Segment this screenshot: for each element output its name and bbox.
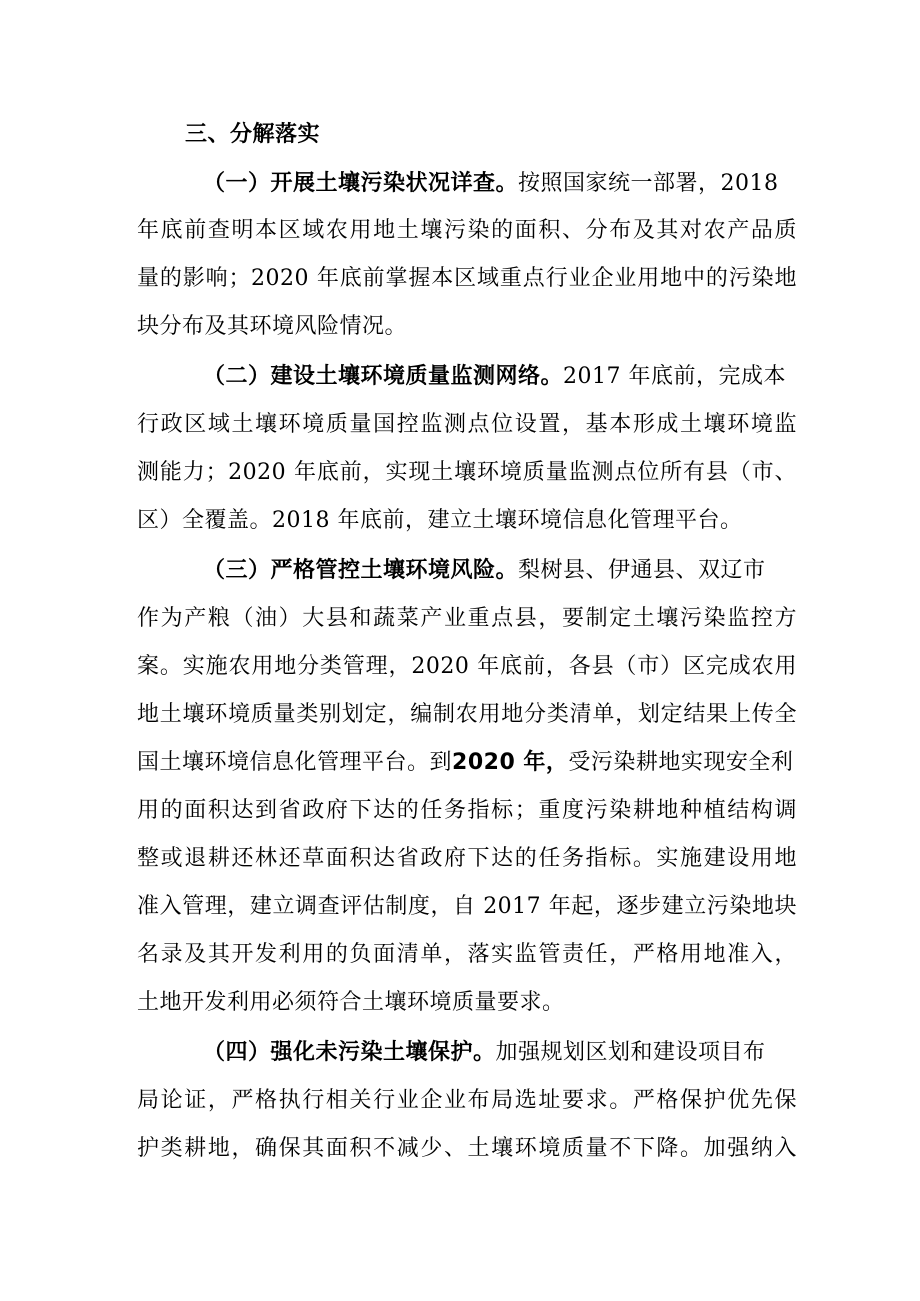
paragraph-4-line-text: 护类耕地，确保其面积不减少、土壤环境质量不下降。加强纳入	[137, 1136, 797, 1161]
paragraph-3-first-text: 梨树县、伊通县、双辽市	[518, 558, 766, 583]
paragraph-2-line	[137, 458, 797, 488]
paragraph-3-first-line	[203, 556, 766, 586]
paragraph-3-title: （三）严格管控土壤环境风险。	[203, 558, 519, 583]
paragraph-3-line	[137, 604, 797, 634]
paragraph-2-title: （二）建设土壤环境质量监测网络。	[203, 364, 564, 389]
paragraph-4-first-line	[203, 1038, 766, 1068]
paragraph-1-line-text: 量的影响；2020 年底前掌握本区域重点行业企业用地中的污染地	[137, 266, 797, 291]
paragraph-3-line	[137, 940, 797, 970]
paragraph-4-title: （四）强化未污染土壤保护。	[203, 1040, 496, 1065]
paragraph-2-line-text: 行政区域土壤环境质量国控监测点位设置，基本形成土壤环境监	[137, 412, 797, 437]
paragraph-3-line7-bold: 2020 年，	[452, 750, 569, 775]
paragraph-1-line-text: 年底前查明本区域农用地土壤污染的面积、分布及其对农产品质	[137, 218, 797, 243]
paragraph-3-line-text: 名录及其开发利用的负面清单，落实监管责任，严格用地准入，	[137, 942, 797, 967]
paragraph-1-line	[137, 312, 407, 342]
paragraph-4-line	[137, 1134, 797, 1164]
paragraph-2-line	[137, 506, 742, 536]
paragraph-3-line	[137, 844, 797, 874]
paragraph-3-line	[137, 988, 565, 1018]
paragraph-2-line-text: 测能力；2020 年底前，实现土壤环境质量监测点位所有县（市、	[137, 460, 797, 485]
paragraph-3-line-text: 土地开发利用必须符合土壤环境质量要求。	[137, 990, 565, 1015]
paragraph-1-title: （一）开展土壤污染状况详查。	[203, 171, 519, 196]
paragraph-3-line	[137, 652, 797, 682]
paragraph-3-line-text: 整或退耕还林还草面积达省政府下达的任务指标。实施建设用地	[137, 846, 797, 871]
paragraph-4-line-text: 局论证，严格执行相关行业企业布局选址要求。严格保护优先保	[137, 1088, 797, 1113]
section-heading-text: 三、分解落实	[185, 122, 321, 147]
paragraph-1-first-line	[203, 169, 779, 199]
paragraph-3-line	[137, 892, 797, 922]
paragraph-3-line	[137, 796, 797, 826]
paragraph-2-line	[137, 410, 797, 440]
paragraph-3-line	[137, 700, 797, 730]
paragraph-2-first-line	[203, 362, 786, 392]
section-heading	[185, 120, 320, 150]
paragraph-1-line	[137, 216, 797, 246]
paragraph-3-line7-pre: 国土壤环境信息化管理平台。到	[137, 750, 453, 775]
paragraph-3-line-with-bold	[137, 748, 793, 778]
paragraph-1-line	[137, 264, 797, 294]
paragraph-3-line7-post: 受污染耕地实现安全利	[568, 750, 794, 775]
paragraph-3-line-text: 用的面积达到省政府下达的任务指标；重度污染耕地种植结构调	[137, 798, 797, 823]
paragraph-3-line-text: 案。实施农用地分类管理，2020 年底前，各县（市）区完成农用	[137, 654, 797, 679]
paragraph-4-first-text: 加强规划区划和建设项目布	[495, 1040, 766, 1065]
paragraph-1-first-text: 按照国家统一部署，2018	[518, 171, 779, 196]
paragraph-2-line-text: 区）全覆盖。2018 年底前，建立土壤环境信息化管理平台。	[137, 508, 743, 533]
paragraph-2-first-text: 2017 年底前，完成本	[563, 364, 786, 389]
paragraph-3-line-text: 地土壤环境质量类别划定，编制农用地分类清单，划定结果上传全	[137, 702, 797, 727]
paragraph-1-line-text: 块分布及其环境风险情况。	[137, 314, 408, 339]
paragraph-4-line	[137, 1086, 797, 1116]
paragraph-3-line-text: 准入管理，建立调查评估制度，自 2017 年起，逐步建立污染地块	[137, 894, 797, 919]
paragraph-3-line-text: 作为产粮（油）大县和蔬菜产业重点县，要制定土壤污染监控方	[137, 606, 797, 631]
